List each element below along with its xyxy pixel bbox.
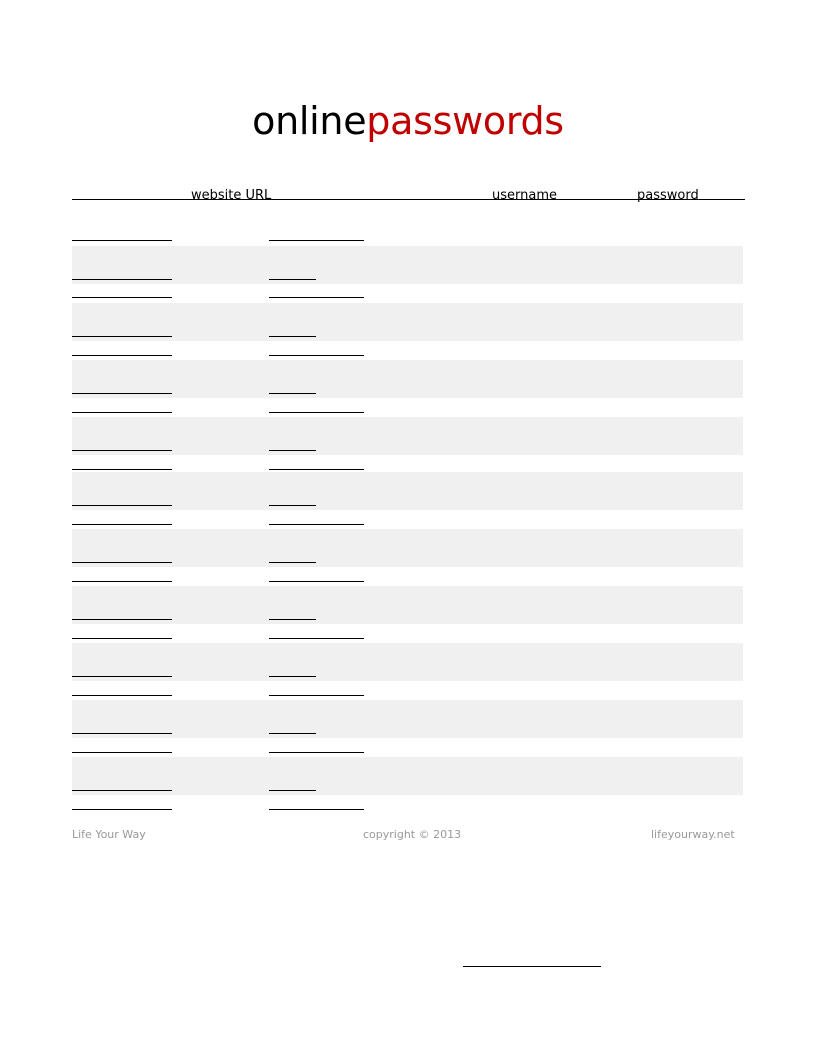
band-rule-left bbox=[72, 279, 172, 280]
row-rule-left bbox=[72, 695, 172, 696]
table-row[interactable] bbox=[72, 643, 743, 681]
footer-brand: Life Your Way bbox=[72, 828, 146, 841]
row-rule-mid bbox=[269, 752, 364, 753]
row-rule-mid bbox=[269, 297, 364, 298]
signature-line bbox=[463, 966, 601, 967]
row-rule-mid bbox=[269, 355, 364, 356]
band-rule-mid bbox=[269, 619, 316, 620]
column-header-username: username bbox=[492, 188, 557, 203]
band-rule-left bbox=[72, 733, 172, 734]
band-rule-left bbox=[72, 505, 172, 506]
band-rule-mid bbox=[269, 450, 316, 451]
table-row[interactable] bbox=[72, 246, 743, 284]
row-rule-left bbox=[72, 581, 172, 582]
column-header-password: password bbox=[637, 188, 699, 203]
row-rule-left bbox=[72, 297, 172, 298]
row-rule-mid bbox=[269, 412, 364, 413]
row-rule-left bbox=[72, 809, 172, 810]
row-rule-left bbox=[72, 638, 172, 639]
footer-website: lifeyourway.net bbox=[651, 828, 735, 841]
band-rule-mid bbox=[269, 393, 316, 394]
row-rule-mid bbox=[269, 638, 364, 639]
band-rule-left bbox=[72, 336, 172, 337]
band-rule-mid bbox=[269, 676, 316, 677]
table-row[interactable] bbox=[72, 417, 743, 455]
band-rule-mid bbox=[269, 279, 316, 280]
table-row[interactable] bbox=[72, 360, 743, 398]
table-row[interactable] bbox=[72, 586, 743, 624]
row-rule-mid bbox=[269, 581, 364, 582]
row-rule-mid bbox=[269, 809, 364, 810]
row-rule-mid bbox=[269, 240, 364, 241]
row-rule-left bbox=[72, 752, 172, 753]
band-rule-left bbox=[72, 450, 172, 451]
table-row[interactable] bbox=[72, 757, 743, 795]
page-title bbox=[0, 98, 816, 144]
footer-copyright: copyright © 2013 bbox=[363, 828, 462, 841]
table-row[interactable] bbox=[72, 472, 743, 510]
row-rule-mid bbox=[269, 469, 364, 470]
band-rule-left bbox=[72, 619, 172, 620]
table-row[interactable] bbox=[72, 529, 743, 567]
band-rule-left bbox=[72, 676, 172, 677]
row-rule-mid bbox=[269, 524, 364, 525]
row-rule-left bbox=[72, 240, 172, 241]
table-row[interactable] bbox=[72, 700, 743, 738]
column-header-website: website URL bbox=[191, 188, 272, 203]
row-rule-left bbox=[72, 524, 172, 525]
row-rule-mid bbox=[269, 695, 364, 696]
band-rule-left bbox=[72, 790, 172, 791]
title-online: online bbox=[252, 99, 367, 143]
band-rule-mid bbox=[269, 336, 316, 337]
band-rule-left bbox=[72, 562, 172, 563]
band-rule-mid bbox=[269, 733, 316, 734]
row-rule-left bbox=[72, 412, 172, 413]
row-rule-left bbox=[72, 469, 172, 470]
row-rule-left bbox=[72, 355, 172, 356]
band-rule-mid bbox=[269, 505, 316, 506]
band-rule-left bbox=[72, 393, 172, 394]
table-row[interactable] bbox=[72, 303, 743, 341]
band-rule-mid bbox=[269, 790, 316, 791]
title-passwords: passwords bbox=[366, 99, 564, 143]
band-rule-mid bbox=[269, 562, 316, 563]
